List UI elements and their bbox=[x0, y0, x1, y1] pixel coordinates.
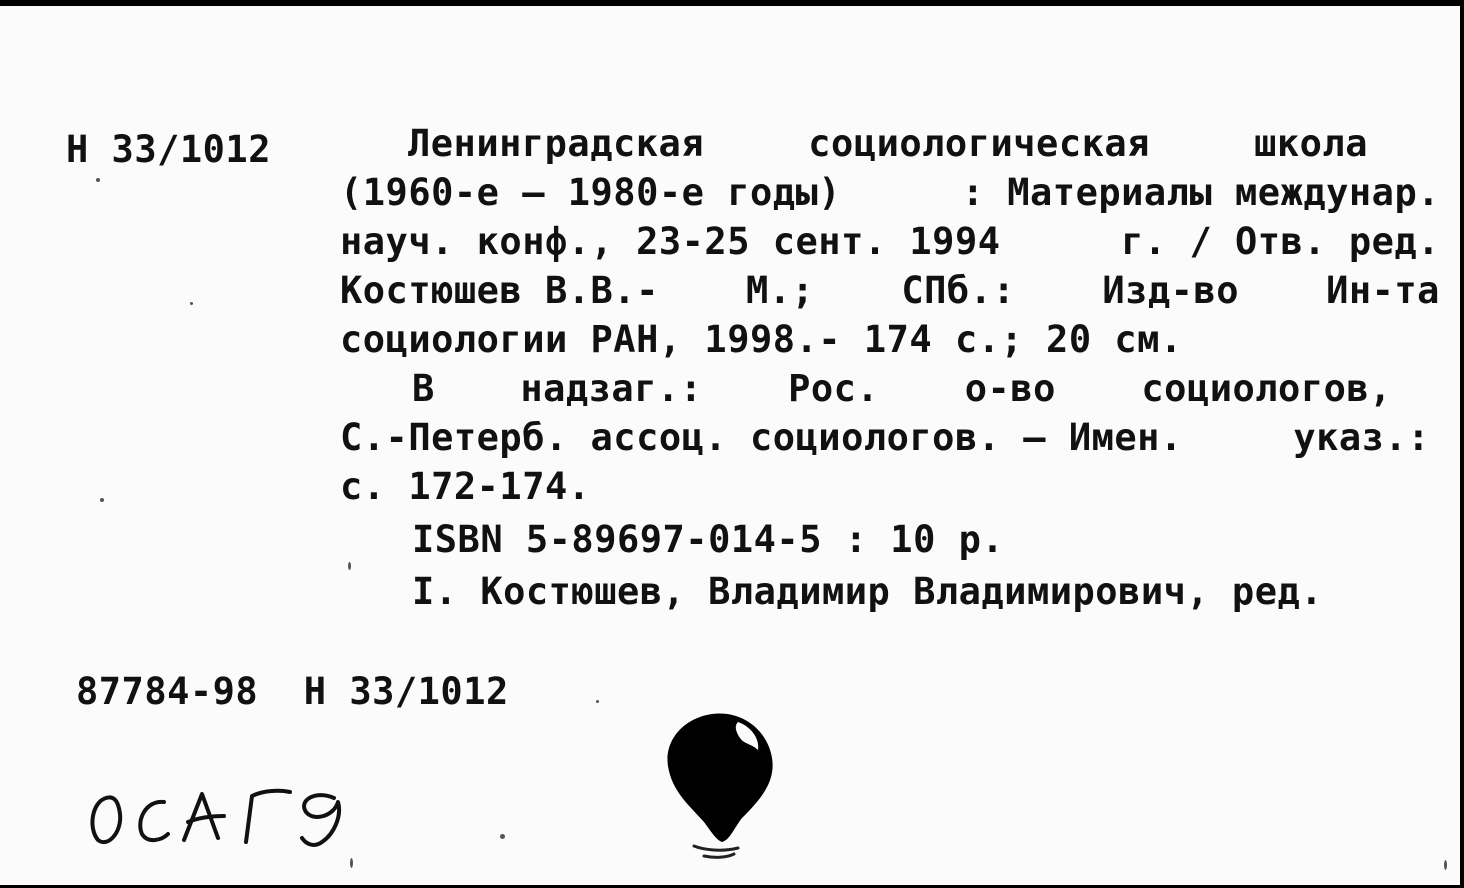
scan-speck bbox=[500, 834, 505, 839]
card-line-4 bbox=[340, 269, 1440, 312]
title-word: социологическая bbox=[808, 122, 1150, 165]
accession-shelfmark: Н 33/1012 bbox=[303, 670, 509, 713]
isbn-text: ISBN 5-89697-014-5 : 10 р. bbox=[412, 518, 1005, 561]
card-line-6 bbox=[412, 367, 1392, 410]
text-segment: М.; bbox=[745, 269, 815, 312]
text-segment: Ин-та bbox=[1326, 269, 1440, 312]
text-segment: Изд-во bbox=[1102, 269, 1239, 312]
scan-speck bbox=[100, 498, 104, 502]
text-segment: указ.: bbox=[1293, 416, 1430, 459]
text-segment: надзаг.: bbox=[520, 367, 703, 410]
added-entry-text: I. Костюшев, Владимир Владимирович, ред. bbox=[412, 570, 1324, 613]
card-line-7 bbox=[340, 416, 1430, 459]
text-segment: СПб.: bbox=[901, 269, 1016, 312]
card-line-1 bbox=[408, 122, 1368, 165]
card-line-3 bbox=[340, 220, 1440, 263]
text-segment: социологии РАН, 1998.- 174 с.; 20 см. bbox=[340, 318, 1183, 361]
punch-hole bbox=[664, 710, 780, 860]
text-segment: Костюшев В.В.- bbox=[340, 269, 659, 312]
text-segment: г. / Отв. ред. bbox=[1121, 220, 1440, 263]
text-segment: о-во bbox=[964, 367, 1056, 410]
scan-speck bbox=[348, 562, 351, 570]
text-segment: (1960-е – 1980-е годы) bbox=[340, 171, 842, 214]
isbn-line bbox=[412, 518, 1004, 561]
accession-number: 87784-98 bbox=[76, 670, 259, 713]
card-line-2 bbox=[340, 171, 1440, 214]
text-segment: С.-Петерб. ассоц. социологов. – Имен. bbox=[340, 416, 1183, 459]
handwritten-note bbox=[84, 776, 374, 856]
text-segment: Рос. bbox=[788, 367, 880, 410]
title-word: школа bbox=[1254, 122, 1368, 165]
text-segment: социологов, bbox=[1141, 367, 1392, 410]
title-word: Ленинградская bbox=[408, 122, 705, 165]
card-line-8 bbox=[340, 465, 591, 508]
added-entry-line bbox=[412, 570, 1323, 613]
scan-speck bbox=[596, 700, 599, 703]
scan-speck bbox=[1444, 860, 1447, 870]
text-segment: науч. конф., 23-25 сент. 1994 bbox=[340, 220, 1001, 263]
accession-line bbox=[76, 670, 509, 713]
text-segment: с. 172-174. bbox=[340, 465, 591, 508]
text-segment: : Материалы междунар. bbox=[961, 171, 1440, 214]
card-line-5 bbox=[340, 318, 1183, 361]
scan-speck bbox=[350, 858, 353, 868]
scan-speck bbox=[190, 302, 193, 305]
text-segment: В bbox=[412, 367, 435, 410]
scan-speck bbox=[96, 178, 100, 182]
shelfmark: Н 33/1012 bbox=[66, 128, 271, 171]
